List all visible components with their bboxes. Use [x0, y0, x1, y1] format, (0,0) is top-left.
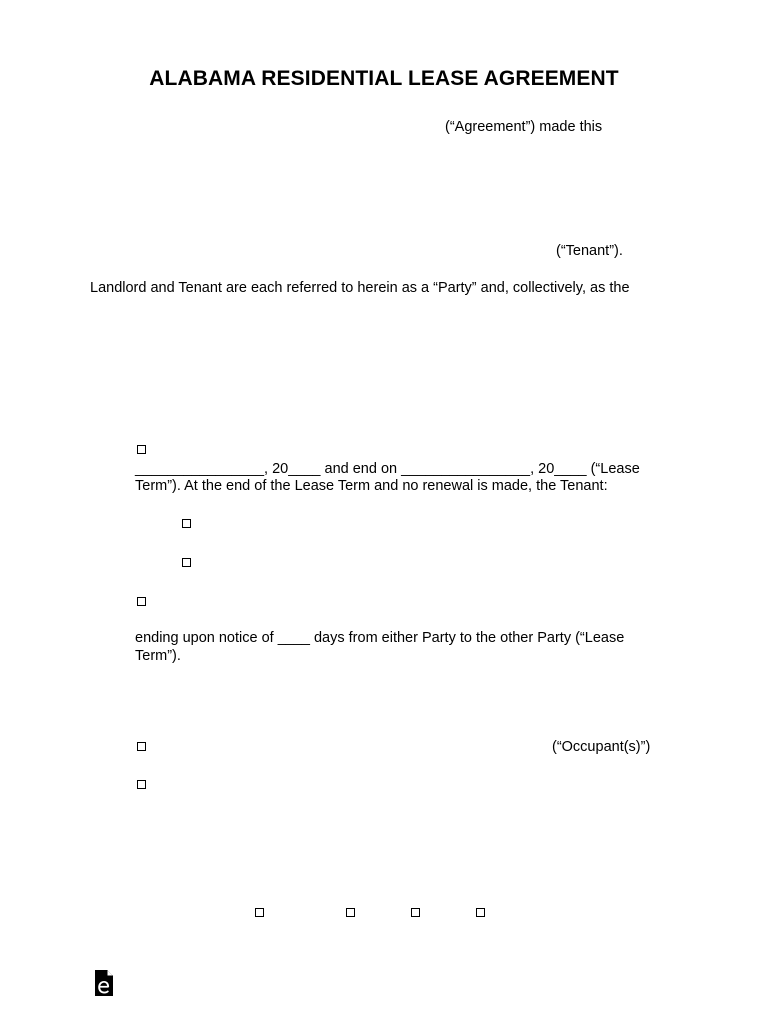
tenant-label: (“Tenant”). — [556, 243, 623, 259]
agreement-made-text: (“Agreement”) made this — [445, 119, 603, 135]
eforms-logo-icon — [94, 969, 114, 997]
fixed-term-line-2: Term”). At the end of the Lease Term and no renewal is made, the Tenant: — [135, 478, 608, 494]
document-title: ALABAMA RESIDENTIAL LEASE AGREEMENT — [149, 67, 619, 90]
option-checkbox-4[interactable] — [476, 908, 485, 917]
option-checkbox-2[interactable] — [346, 908, 355, 917]
occupants-yes-checkbox[interactable] — [137, 742, 146, 751]
fixed-term-checkbox[interactable] — [137, 445, 146, 454]
fixed-term-line-1: ________________, 20____ and end on ________________, 20____ (“Lease — [135, 461, 640, 477]
month-to-month-line-1: ending upon notice of ____ days from either Party to the other Party (“Lease — [135, 630, 625, 646]
parties-intro-text: Landlord and Tenant are each referred to herein as a “Party” and, collectively, as the — [90, 280, 630, 296]
occupants-no-checkbox[interactable] — [137, 780, 146, 789]
month-to-month-checkbox[interactable] — [137, 597, 146, 606]
option-checkbox-3[interactable] — [411, 908, 420, 917]
option-checkbox-1[interactable] — [255, 908, 264, 917]
lease-end-option-checkbox-1[interactable] — [182, 519, 191, 528]
occupants-label: (“Occupant(s)”) — [552, 739, 651, 755]
lease-end-option-checkbox-2[interactable] — [182, 558, 191, 567]
month-to-month-line-2: Term”). — [135, 648, 181, 664]
